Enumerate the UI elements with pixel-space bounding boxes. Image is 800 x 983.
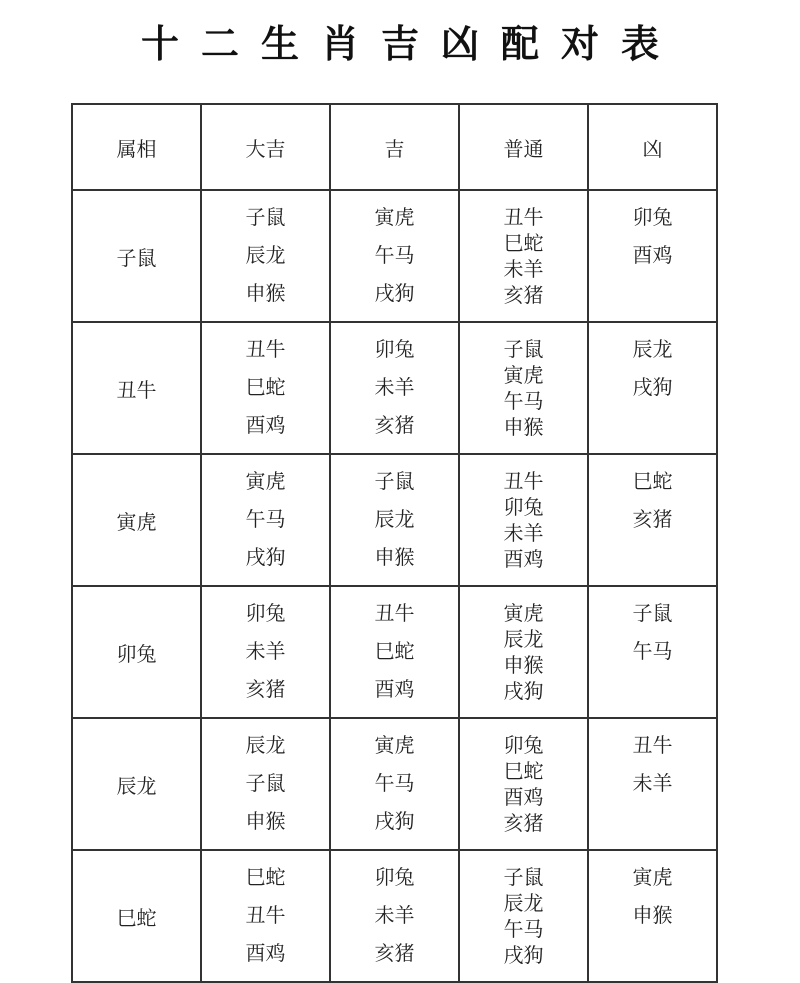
zodiac-item: 辰龙 [503,891,544,915]
zodiac-item: 子鼠 [245,771,286,795]
match-list [589,323,716,453]
zodiac-item: 申猴 [245,809,286,833]
zodiac-item: 卯兔 [245,601,286,625]
normal-match-cell [459,718,588,850]
match-list [589,587,716,717]
match-list [202,323,329,453]
zodiac-item: 酉鸡 [245,413,286,437]
zodiac-item: 申猴 [503,653,544,677]
table-row [72,454,717,586]
zodiac-item: 寅虎 [503,363,544,387]
great-match-cell [201,718,330,850]
zodiac-item: 寅虎 [374,733,415,757]
match-list [460,323,587,453]
match-list [589,191,716,321]
zodiac-item: 未羊 [503,521,544,545]
zodiac-item: 酉鸡 [503,785,544,809]
zodiac-item: 午马 [632,639,673,663]
zodiac-item: 辰龙 [245,243,286,267]
zodiac-item: 辰龙 [503,627,544,651]
zodiac-item: 亥猪 [503,283,544,307]
zodiac-cell: 子鼠 [72,190,201,322]
zodiac-item: 午马 [374,771,415,795]
zodiac-item: 子鼠 [503,865,544,889]
match-list [331,719,458,849]
zodiac-item: 戌狗 [245,545,286,569]
match-list [460,587,587,717]
zodiac-cell: 巳蛇 [72,850,201,982]
match-list [331,587,458,717]
zodiac-item: 酉鸡 [503,547,544,571]
bad-match-cell [588,850,717,982]
match-list [331,191,458,321]
good-match-cell [330,454,459,586]
zodiac-item: 亥猪 [245,677,286,701]
bad-match-cell [588,718,717,850]
table-header-row [72,104,717,190]
great-match-cell [201,190,330,322]
zodiac-item: 卯兔 [503,733,544,757]
zodiac-item: 辰龙 [632,337,673,361]
table-row [72,586,717,718]
zodiac-cell: 辰龙 [72,718,201,850]
zodiac-item: 卯兔 [374,337,415,361]
good-match-cell [330,322,459,454]
match-list [589,851,716,981]
zodiac-item: 申猴 [503,415,544,439]
zodiac-item: 卯兔 [374,865,415,889]
zodiac-item: 亥猪 [374,413,415,437]
match-list [331,455,458,585]
zodiac-item: 申猴 [374,545,415,569]
match-list [202,719,329,849]
good-match-cell [330,586,459,718]
zodiac-item: 丑牛 [503,469,544,493]
zodiac-item: 酉鸡 [374,677,415,701]
compatibility-table [71,103,718,983]
zodiac-item: 巳蛇 [374,639,415,663]
zodiac-item: 寅虎 [245,469,286,493]
zodiac-item: 酉鸡 [632,243,673,267]
zodiac-item: 寅虎 [503,601,544,625]
zodiac-item: 子鼠 [632,601,673,625]
zodiac-item: 午马 [245,507,286,531]
match-list [202,851,329,981]
table-body [72,190,717,982]
zodiac-item: 寅虎 [374,205,415,229]
match-list [460,719,587,849]
zodiac-item: 巳蛇 [245,865,286,889]
bad-match-cell [588,586,717,718]
zodiac-item: 未羊 [374,903,415,927]
zodiac-item: 申猴 [245,281,286,305]
great-match-cell [201,586,330,718]
normal-match-cell [459,850,588,982]
zodiac-item: 辰龙 [374,507,415,531]
zodiac-cell: 卯兔 [72,586,201,718]
zodiac-item: 酉鸡 [245,941,286,965]
good-match-cell [330,718,459,850]
zodiac-item: 子鼠 [245,205,286,229]
table-row [72,850,717,982]
zodiac-item: 戌狗 [503,943,544,967]
zodiac-item: 丑牛 [374,601,415,625]
zodiac-item: 戌狗 [374,809,415,833]
zodiac-item: 丑牛 [503,205,544,229]
zodiac-item: 午马 [374,243,415,267]
zodiac-item: 子鼠 [503,337,544,361]
normal-match-cell [459,454,588,586]
zodiac-item: 戌狗 [632,375,673,399]
match-list [202,455,329,585]
great-match-cell [201,454,330,586]
zodiac-item: 未羊 [503,257,544,281]
match-list [589,719,716,849]
normal-match-cell [459,322,588,454]
zodiac-item: 戌狗 [374,281,415,305]
match-list [331,851,458,981]
zodiac-item: 丑牛 [245,337,286,361]
zodiac-item: 巳蛇 [503,231,544,255]
match-list [331,323,458,453]
zodiac-item: 未羊 [374,375,415,399]
zodiac-item: 未羊 [245,639,286,663]
normal-match-cell [459,190,588,322]
zodiac-item: 未羊 [632,771,673,795]
table-row [72,190,717,322]
header-bad: 凶 [588,104,717,190]
zodiac-item: 申猴 [632,903,673,927]
page-title: 十二生肖吉凶配对表 [140,21,681,66]
zodiac-item: 巳蛇 [632,469,673,493]
header-great: 大吉 [201,104,330,190]
zodiac-item: 午马 [503,917,544,941]
zodiac-item: 午马 [503,389,544,413]
zodiac-item: 辰龙 [245,733,286,757]
match-list [202,587,329,717]
great-match-cell [201,850,330,982]
zodiac-item: 丑牛 [245,903,286,927]
great-match-cell [201,322,330,454]
table-row [72,718,717,850]
table-row [72,322,717,454]
match-list [460,851,587,981]
header-good: 吉 [330,104,459,190]
zodiac-item: 卯兔 [503,495,544,519]
zodiac-item: 丑牛 [632,733,673,757]
bad-match-cell [588,322,717,454]
zodiac-item: 戌狗 [503,679,544,703]
zodiac-item: 亥猪 [503,811,544,835]
zodiac-item: 巳蛇 [245,375,286,399]
good-match-cell [330,850,459,982]
normal-match-cell [459,586,588,718]
zodiac-item: 卯兔 [632,205,673,229]
zodiac-item: 亥猪 [632,507,673,531]
zodiac-item: 寅虎 [632,865,673,889]
match-list [589,455,716,585]
match-list [460,191,587,321]
header-normal: 普通 [459,104,588,190]
good-match-cell [330,190,459,322]
bad-match-cell [588,190,717,322]
zodiac-cell: 丑牛 [72,322,201,454]
zodiac-cell: 寅虎 [72,454,201,586]
zodiac-item: 亥猪 [374,941,415,965]
zodiac-item: 巳蛇 [503,759,544,783]
header-zodiac: 属相 [72,104,201,190]
match-list [460,455,587,585]
match-list [202,191,329,321]
zodiac-item: 子鼠 [374,469,415,493]
bad-match-cell [588,454,717,586]
